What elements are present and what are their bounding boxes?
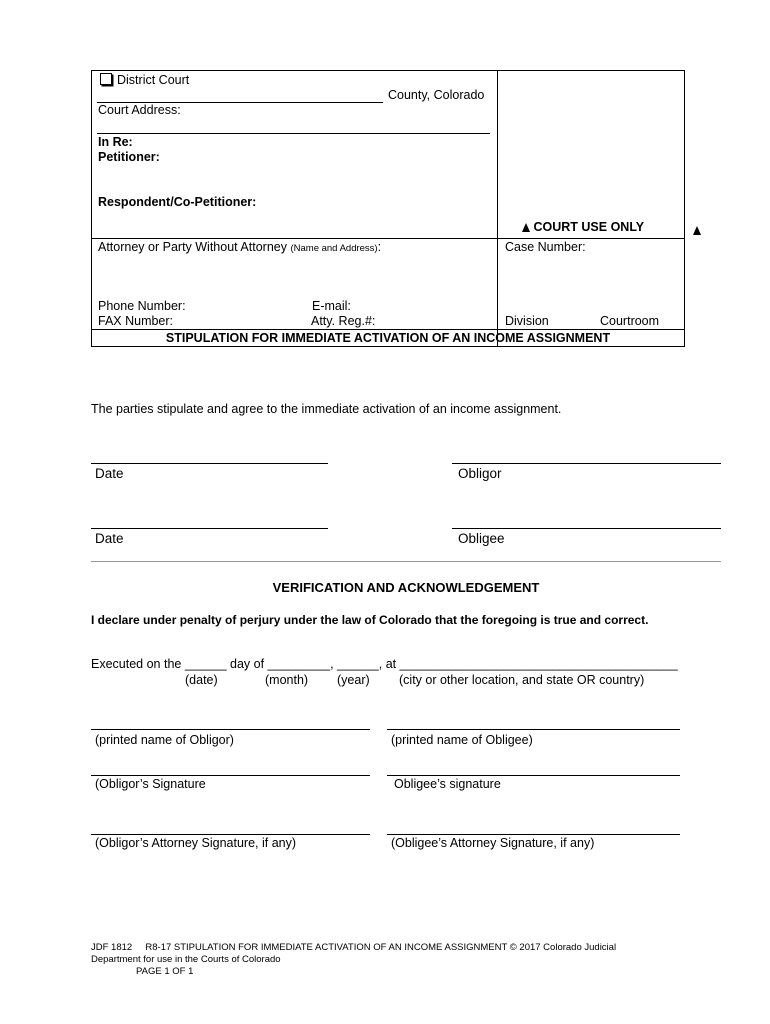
declaration-text: I declare under penalty of perjury under the law of Colorado that the foregoing is true and correct. — [91, 613, 649, 627]
up-arrow-icon — [693, 223, 701, 237]
case-number-label: Case Number: — [505, 240, 586, 254]
date-label-1: Date — [95, 466, 124, 481]
obligor-label: Obligor — [458, 466, 502, 481]
checkbox-icon[interactable] — [100, 73, 112, 85]
printed-obligor-label: (printed name of Obligor) — [95, 733, 234, 747]
hint-date: (date) — [185, 673, 218, 687]
date-signature-line-2[interactable] — [91, 528, 328, 529]
verification-heading: VERIFICATION AND ACKNOWLEDGEMENT — [272, 580, 540, 595]
court-use-only-label: COURT USE ONLY — [533, 220, 645, 234]
printed-obligor-line[interactable] — [91, 729, 370, 730]
attorney-label-text: Attorney or Party Without Attorney — [98, 240, 287, 254]
footer-line-2: Department for use in the Courts of Colorado — [91, 954, 281, 965]
caption-divider — [497, 71, 498, 347]
form-title: STIPULATION FOR IMMEDIATE ACTIVATION OF AN INCOME ASSIGNMENT — [165, 331, 611, 345]
date-signature-line-1[interactable] — [91, 463, 328, 464]
obligee-signature-line-2[interactable] — [387, 775, 680, 776]
obligor-signature-label: (Obligor’s Signature — [95, 777, 206, 791]
attorney-label — [98, 240, 381, 254]
footer-line-1: JDF 1812 R8-17 STIPULATION FOR IMMEDIATE ACTIVATION OF AN INCOME ASSIGNMENT © 2017 Colorado Judicial — [91, 942, 617, 953]
division-label: Division — [505, 314, 549, 328]
district-court-option[interactable] — [100, 73, 189, 87]
in-re-label: In Re: — [98, 135, 133, 149]
phone-label: Phone Number: — [98, 299, 186, 313]
email-label: E-mail: — [312, 299, 351, 313]
atty-reg-label: Atty. Reg.#: — [311, 314, 376, 328]
attorney-colon: : — [377, 240, 382, 254]
obligee-signature-label: Obligee’s signature — [394, 777, 501, 791]
hint-location: (city or other location, and state OR country) — [399, 673, 645, 687]
footer-page-number: PAGE 1 OF 1 — [136, 966, 194, 977]
obligee-label: Obligee — [458, 531, 505, 546]
date-label-2: Date — [95, 531, 124, 546]
obligee-signature-line[interactable] — [452, 528, 721, 529]
obligee-attorney-label: (Obligee’s Attorney Signature, if any) — [391, 836, 595, 850]
court-use-only — [522, 220, 644, 234]
obligor-attorney-line[interactable] — [91, 834, 370, 835]
district-court-label: District Court — [117, 73, 190, 87]
up-arrow-icon — [522, 223, 530, 232]
court-address-line[interactable] — [97, 133, 490, 134]
hint-month: (month) — [265, 673, 309, 687]
printed-obligee-line[interactable] — [387, 729, 680, 730]
county-label: County, Colorado — [388, 88, 485, 102]
obligor-signature-line-2[interactable] — [91, 775, 370, 776]
obligee-attorney-line[interactable] — [387, 834, 680, 835]
obligor-signature-line[interactable] — [452, 463, 721, 464]
title-row-divider — [92, 329, 685, 330]
stipulation-text: The parties stipulate and agree to the immediate activation of an income assignment. — [91, 402, 562, 416]
petitioner-label: Petitioner: — [98, 150, 160, 164]
court-address-label: Court Address: — [98, 103, 181, 117]
hint-year: (year) — [337, 673, 370, 687]
attorney-sublabel: (Name and Address) — [290, 243, 378, 254]
courtroom-label: Courtroom — [600, 314, 660, 328]
printed-obligee-label: (printed name of Obligee) — [391, 733, 533, 747]
executed-line[interactable]: Executed on the ______ day of _________, ______, at ________________________________________ — [91, 657, 678, 671]
section-divider — [91, 561, 721, 562]
obligor-attorney-label: (Obligor’s Attorney Signature, if any) — [95, 836, 297, 850]
caption-row-divider — [92, 238, 685, 239]
fax-label: FAX Number: — [98, 314, 174, 328]
respondent-label: Respondent/Co-Petitioner: — [98, 195, 257, 209]
